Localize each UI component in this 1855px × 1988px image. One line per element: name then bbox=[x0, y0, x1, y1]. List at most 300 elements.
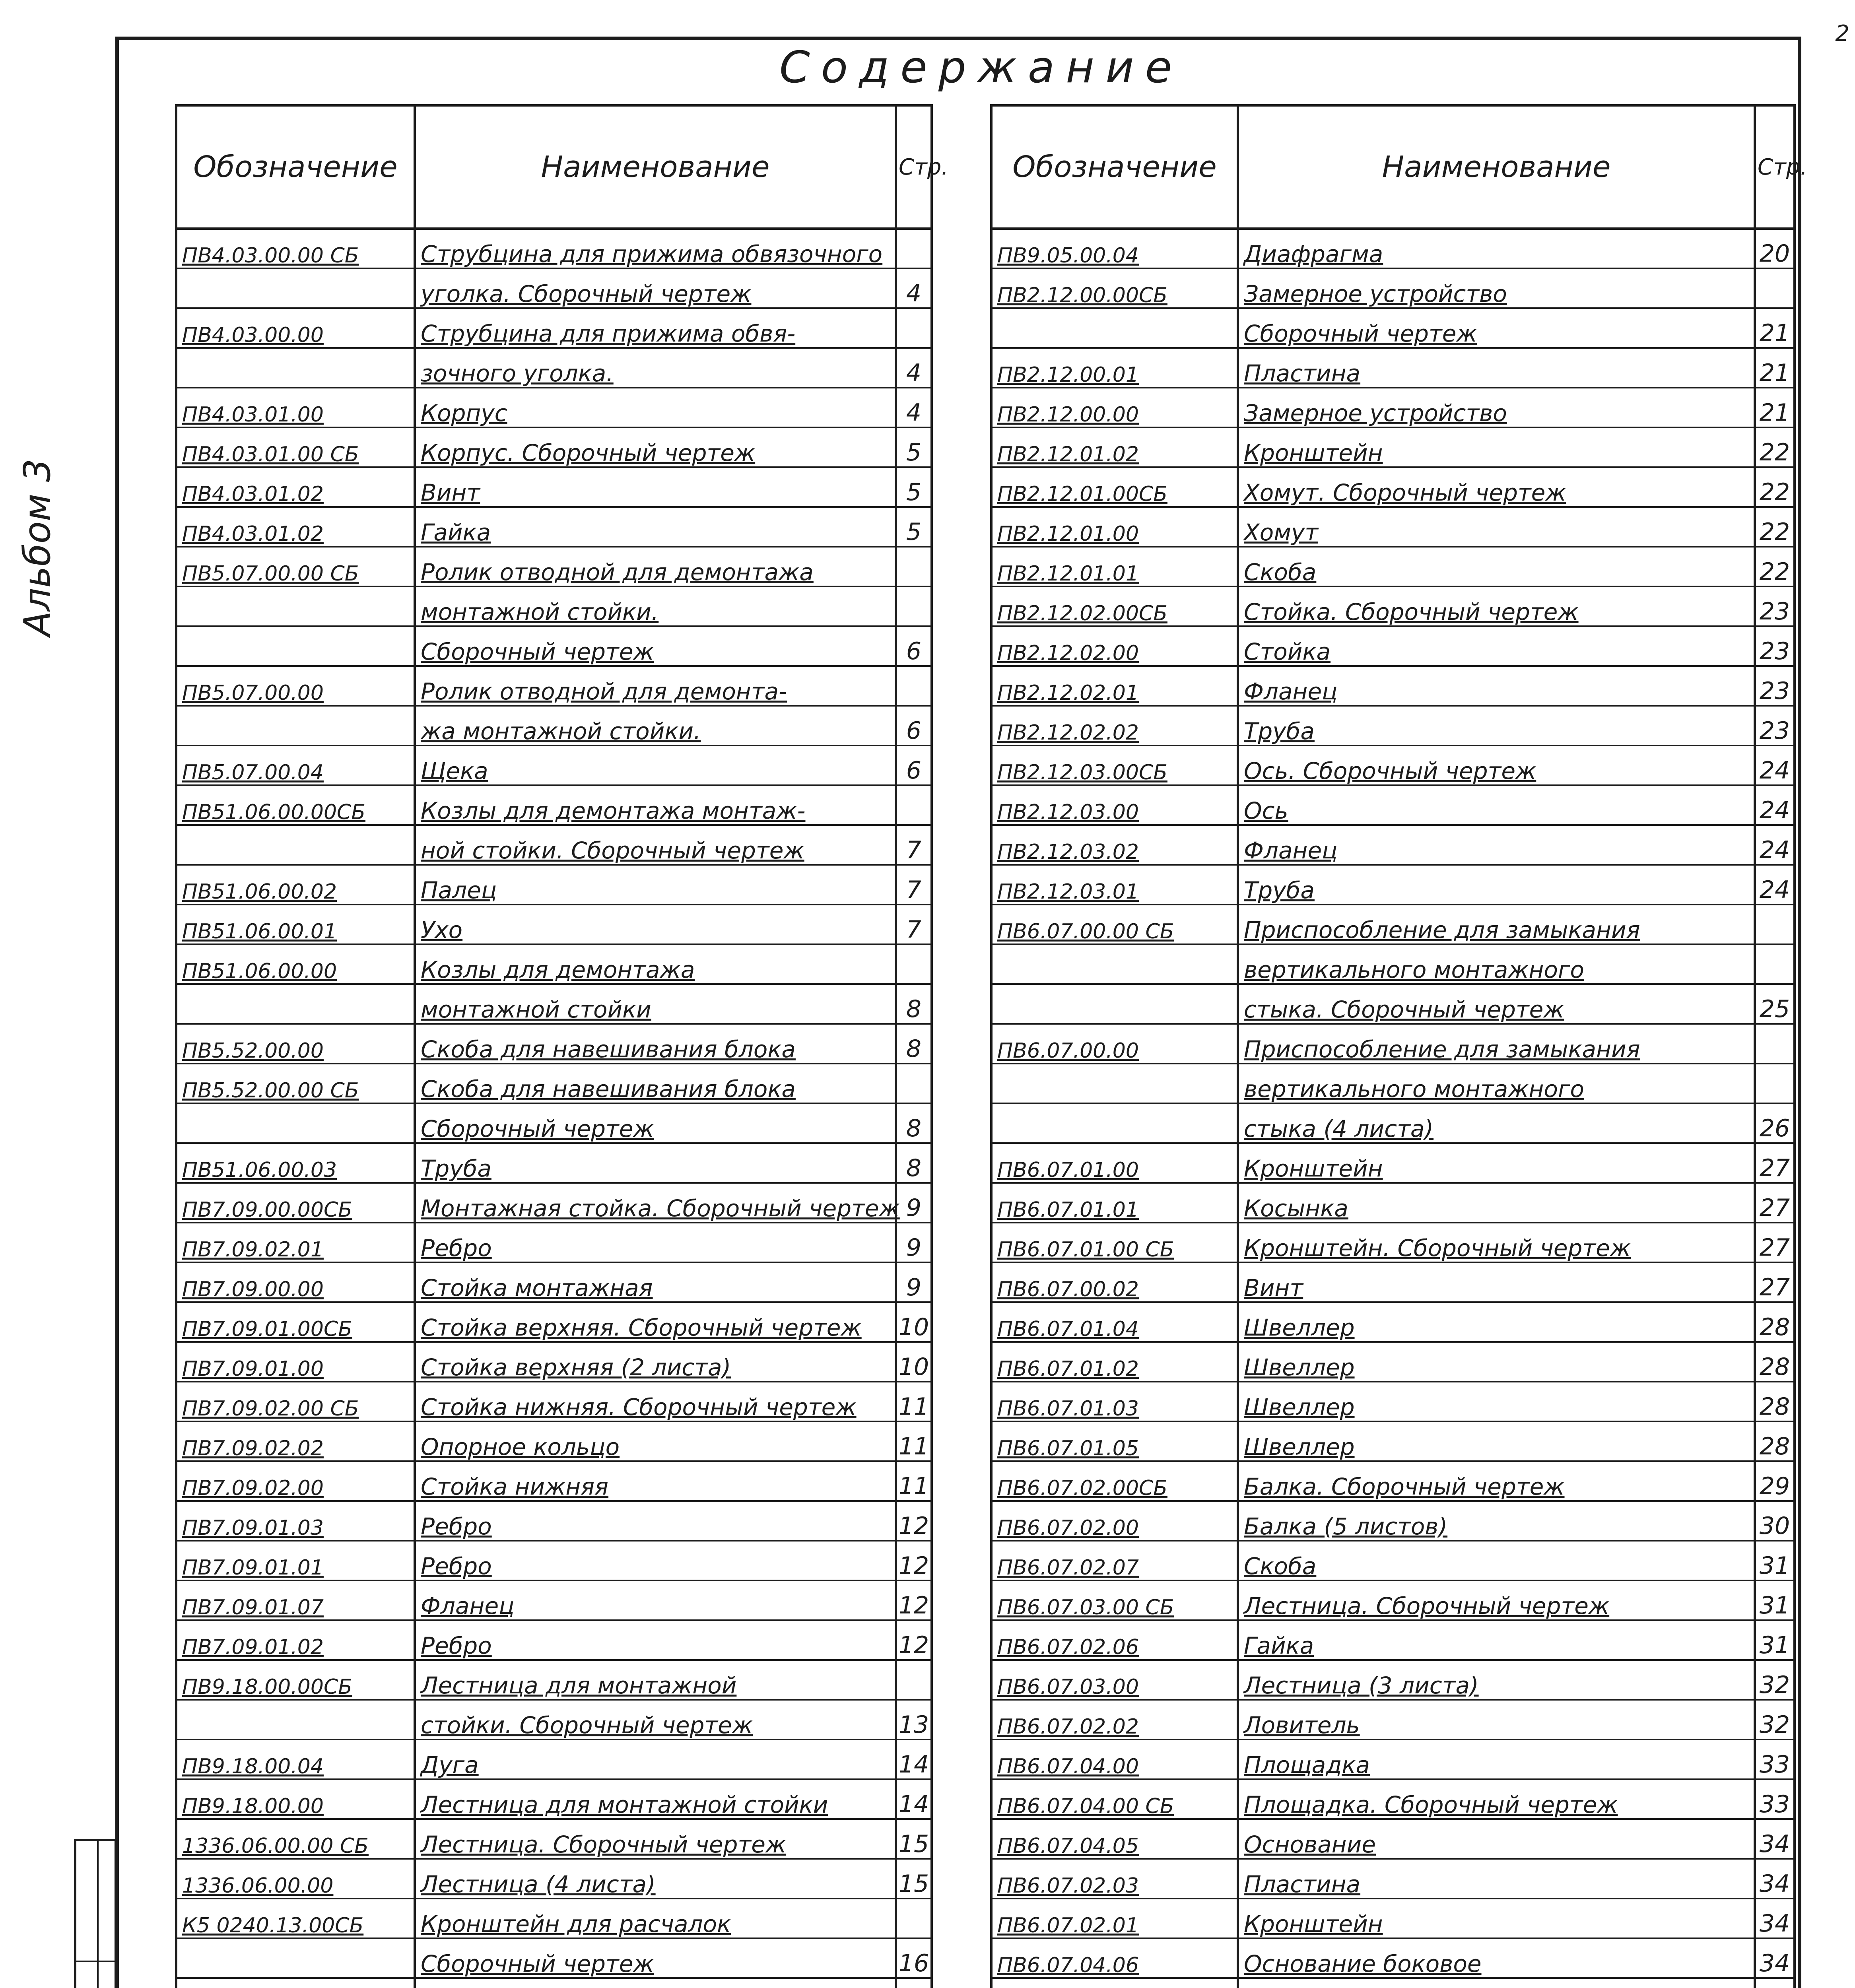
name-cell: Ось bbox=[1238, 785, 1755, 825]
header-page: Стр. bbox=[1755, 105, 1795, 229]
table-row bbox=[991, 1143, 1795, 1183]
page-cell: 21 bbox=[1755, 348, 1795, 388]
code-cell bbox=[176, 706, 415, 746]
page-cell bbox=[1755, 268, 1795, 308]
page-cell: 13 bbox=[896, 1700, 932, 1740]
page-cell: 23 bbox=[1755, 706, 1795, 746]
name-cell: Сборочный чертеж bbox=[415, 1938, 896, 1978]
table-row bbox=[176, 1143, 932, 1183]
table-row bbox=[991, 1620, 1795, 1660]
page-cell bbox=[896, 229, 932, 268]
name-cell: Стойка нижняя bbox=[415, 1461, 896, 1501]
name-cell: стойки. Сборочный чертеж bbox=[415, 1700, 896, 1740]
code-cell: ПВ6.07.02.07 bbox=[991, 1541, 1238, 1580]
page-cell bbox=[896, 1660, 932, 1700]
code-cell: ПВ4.03.01.00 СБ bbox=[176, 427, 415, 467]
page-cell: 8 bbox=[896, 984, 932, 1024]
page-cell: 24 bbox=[1755, 865, 1795, 905]
page-cell: 22 bbox=[1755, 467, 1795, 507]
page-cell: 27 bbox=[1755, 1262, 1795, 1302]
name-cell: стыка. Сборочный чертеж bbox=[1238, 984, 1755, 1024]
page-cell: 24 bbox=[1755, 746, 1795, 785]
table-row bbox=[991, 825, 1795, 865]
code-cell: ПВ51.06.00.00 bbox=[176, 944, 415, 984]
name-cell: Кронштейн. Сборочный чертеж bbox=[1238, 1223, 1755, 1262]
page-cell bbox=[1755, 905, 1795, 944]
name-cell: Кронштейн для расчалок bbox=[415, 1899, 896, 1938]
header-page: Стр. bbox=[896, 105, 932, 229]
page-cell: 30 bbox=[1755, 1501, 1795, 1541]
table-row bbox=[991, 427, 1795, 467]
table-header bbox=[176, 105, 932, 229]
page-cell: 21 bbox=[1755, 308, 1795, 348]
code-cell: ПВ7.09.02.00 bbox=[176, 1461, 415, 1501]
page-cell bbox=[1755, 1024, 1795, 1064]
table-row bbox=[991, 586, 1795, 626]
code-cell: ПВ7.09.02.00 СБ bbox=[176, 1382, 415, 1421]
name-cell: Стойка нижняя. Сборочный чертеж bbox=[415, 1382, 896, 1421]
page-cell: 28 bbox=[1755, 1421, 1795, 1461]
table-row bbox=[991, 388, 1795, 427]
code-cell bbox=[176, 1938, 415, 1978]
code-cell: ПВ51.06.00.01 bbox=[176, 905, 415, 944]
table-row bbox=[991, 1183, 1795, 1223]
page-cell: 34 bbox=[1755, 1859, 1795, 1899]
album-label: Альбом 3 bbox=[16, 458, 58, 636]
name-cell: Пластина bbox=[1238, 348, 1755, 388]
code-cell: ПВ6.07.01.02 bbox=[991, 1342, 1238, 1382]
name-cell: Стойка bbox=[1238, 626, 1755, 666]
page-cell: 6 bbox=[896, 626, 932, 666]
code-cell: ПВ9.05.00.04 bbox=[991, 229, 1238, 268]
table-row bbox=[176, 785, 932, 825]
table-row bbox=[176, 1262, 932, 1302]
code-cell: ПВ2.12.03.01 bbox=[991, 865, 1238, 905]
page-cell: 15 bbox=[896, 1859, 932, 1899]
page-cell bbox=[1755, 1064, 1795, 1103]
table-row bbox=[176, 507, 932, 547]
name-cell: вертикального монтажного bbox=[1238, 944, 1755, 984]
table-row bbox=[991, 905, 1795, 944]
page-cell: 31 bbox=[1755, 1541, 1795, 1580]
table-row bbox=[991, 746, 1795, 785]
page-cell: 8 bbox=[896, 1103, 932, 1143]
name-cell: монтажной стойки. bbox=[415, 586, 896, 626]
name-cell: монтажной стойки bbox=[415, 984, 896, 1024]
code-cell: ПВ6.07.01.00 bbox=[991, 1143, 1238, 1183]
table-row bbox=[176, 1859, 932, 1899]
code-cell bbox=[991, 944, 1238, 984]
code-cell: ПВ4.03.00.00 bbox=[176, 308, 415, 348]
page-cell: 5 bbox=[896, 427, 932, 467]
name-cell: Фланец bbox=[1238, 666, 1755, 706]
table-header bbox=[991, 105, 1795, 229]
page-cell: 32 bbox=[1755, 1660, 1795, 1700]
table-row bbox=[991, 1859, 1795, 1899]
code-cell: ПВ7.09.01.00 bbox=[176, 1342, 415, 1382]
table-row bbox=[176, 1700, 932, 1740]
table-row bbox=[991, 1421, 1795, 1461]
name-cell: Палец bbox=[415, 865, 896, 905]
name-cell: Винт bbox=[415, 467, 896, 507]
table-row bbox=[991, 1779, 1795, 1819]
name-cell: Замерное устройство bbox=[1238, 268, 1755, 308]
code-cell: ПВ6.07.04.05 bbox=[991, 1819, 1238, 1859]
code-cell bbox=[176, 825, 415, 865]
table-row bbox=[176, 1580, 932, 1620]
name-cell: Сборочный чертеж bbox=[1238, 308, 1755, 348]
page-cell: 34 bbox=[1755, 1819, 1795, 1859]
page-cell: 28 bbox=[1755, 1302, 1795, 1342]
approval-stamp bbox=[74, 1839, 117, 1988]
table-row bbox=[991, 1541, 1795, 1580]
table-row bbox=[176, 1779, 932, 1819]
code-cell bbox=[991, 1978, 1238, 1988]
name-cell: Кронштейн bbox=[1238, 1899, 1755, 1938]
name-cell: Ребро bbox=[415, 1501, 896, 1541]
name-cell: Косынка bbox=[1238, 1183, 1755, 1223]
page-cell: 31 bbox=[1755, 1580, 1795, 1620]
page-cell bbox=[896, 1978, 932, 1988]
table-row bbox=[991, 268, 1795, 308]
name-cell: Опорное кольцо bbox=[415, 1421, 896, 1461]
table-row bbox=[176, 1183, 932, 1223]
name-cell: Приспособление для замыкания bbox=[1238, 1024, 1755, 1064]
page-cell: 23 bbox=[1755, 586, 1795, 626]
table-row bbox=[176, 388, 932, 427]
name-cell: Швеллер bbox=[1238, 1342, 1755, 1382]
name-cell: Ребро bbox=[415, 1620, 896, 1660]
page-cell: 12 bbox=[896, 1580, 932, 1620]
code-cell: ПВ5.07.00.00 bbox=[176, 666, 415, 706]
code-cell: ПВ9.18.00.00 bbox=[176, 1779, 415, 1819]
code-cell: ПВ2.12.03.00 bbox=[991, 785, 1238, 825]
page-cell bbox=[896, 1899, 932, 1938]
page-cell: 34 bbox=[1755, 1938, 1795, 1978]
page-cell: 12 bbox=[896, 1501, 932, 1541]
page-cell: 27 bbox=[1755, 1223, 1795, 1262]
page-cell: 7 bbox=[896, 905, 932, 944]
page-cell: 12 bbox=[896, 1620, 932, 1660]
code-cell: ПВ6.07.00.02 bbox=[991, 1262, 1238, 1302]
code-cell bbox=[176, 984, 415, 1024]
table-row bbox=[176, 1103, 932, 1143]
page-cell: 25 bbox=[1755, 984, 1795, 1024]
table-row bbox=[991, 1580, 1795, 1620]
code-cell bbox=[991, 984, 1238, 1024]
name-cell: Швеллер bbox=[1238, 1302, 1755, 1342]
code-cell: ПВ6.07.00.00 bbox=[991, 1024, 1238, 1064]
code-cell: ПВ5.52.00.00 bbox=[176, 1024, 415, 1064]
page-cell bbox=[896, 586, 932, 626]
page-cell: 29 bbox=[1755, 1461, 1795, 1501]
table-row bbox=[176, 746, 932, 785]
table-row bbox=[991, 626, 1795, 666]
code-cell: ПВ6.07.01.04 bbox=[991, 1302, 1238, 1342]
page-cell: 22 bbox=[1755, 507, 1795, 547]
code-cell: К5 0240.13.00СБ bbox=[176, 1899, 415, 1938]
name-cell: Лестница. Сборочный чертеж bbox=[415, 1819, 896, 1859]
header-name: Наименование bbox=[1238, 105, 1755, 229]
name-cell: Труба bbox=[1238, 865, 1755, 905]
name-cell: Корпус bbox=[415, 388, 896, 427]
page-cell: 9 bbox=[896, 1223, 932, 1262]
name-cell: Сборочный чертеж bbox=[415, 1103, 896, 1143]
table-row bbox=[991, 1938, 1795, 1978]
table-row bbox=[176, 467, 932, 507]
page-cell: 21 bbox=[1755, 388, 1795, 427]
name-cell: Гайка bbox=[1238, 1620, 1755, 1660]
table-row bbox=[991, 984, 1795, 1024]
name-cell: Ролик отводной для демонта- bbox=[415, 666, 896, 706]
page-cell bbox=[1755, 944, 1795, 984]
page-cell: 32 bbox=[1755, 1700, 1795, 1740]
table-row bbox=[991, 1064, 1795, 1103]
page-cell: 12 bbox=[896, 1541, 932, 1580]
code-cell: ПВ2.12.00.00 bbox=[991, 388, 1238, 427]
table-row bbox=[176, 1421, 932, 1461]
table-row bbox=[176, 1899, 932, 1938]
page-cell: 11 bbox=[896, 1382, 932, 1421]
code-cell: 1336.06.00.00 СБ bbox=[176, 1819, 415, 1859]
name-cell: Кронштейн bbox=[1238, 1143, 1755, 1183]
page-cell: 27 bbox=[1755, 1143, 1795, 1183]
table-row bbox=[991, 1740, 1795, 1779]
name-cell bbox=[415, 1978, 896, 1988]
name-cell: ной стойки. Сборочный чертеж bbox=[415, 825, 896, 865]
name-cell: Основание боковое bbox=[1238, 1938, 1755, 1978]
code-cell: ПВ4.03.01.02 bbox=[176, 467, 415, 507]
page-cell: 14 bbox=[896, 1779, 932, 1819]
name-cell: уголка. Сборочный чертеж bbox=[415, 268, 896, 308]
code-cell: ПВ6.07.02.02 bbox=[991, 1700, 1238, 1740]
table-row bbox=[991, 1819, 1795, 1859]
code-cell bbox=[176, 268, 415, 308]
page-cell: 23 bbox=[1755, 666, 1795, 706]
code-cell bbox=[991, 1064, 1238, 1103]
table-row bbox=[991, 1262, 1795, 1302]
header-name: Наименование bbox=[415, 105, 896, 229]
code-cell: ПВ6.07.02.06 bbox=[991, 1620, 1238, 1660]
page-cell: 28 bbox=[1755, 1382, 1795, 1421]
page-cell: 9 bbox=[896, 1262, 932, 1302]
table-row bbox=[176, 308, 932, 348]
name-cell: Труба bbox=[415, 1143, 896, 1183]
code-cell: ПВ7.09.02.02 bbox=[176, 1421, 415, 1461]
table-row bbox=[176, 1541, 932, 1580]
code-cell: ПВ6.07.02.01 bbox=[991, 1899, 1238, 1938]
name-cell: Фланец bbox=[415, 1580, 896, 1620]
page-cell bbox=[896, 666, 932, 706]
code-cell: ПВ7.09.01.03 bbox=[176, 1501, 415, 1541]
table-row bbox=[176, 1660, 932, 1700]
table-row bbox=[991, 944, 1795, 984]
table-row bbox=[176, 706, 932, 746]
code-cell: ПВ2.12.01.02 bbox=[991, 427, 1238, 467]
code-cell: ПВ4.03.01.02 bbox=[176, 507, 415, 547]
name-cell: зочного уголка. bbox=[415, 348, 896, 388]
code-cell: ПВ51.06.00.03 bbox=[176, 1143, 415, 1183]
page-cell: 4 bbox=[896, 268, 932, 308]
page-cell: 16 bbox=[896, 1938, 932, 1978]
table-row bbox=[176, 626, 932, 666]
name-cell: Швеллер bbox=[1238, 1382, 1755, 1421]
name-cell: Скоба для навешивания блока bbox=[415, 1024, 896, 1064]
table-row bbox=[991, 547, 1795, 586]
name-cell: жа монтажной стойки. bbox=[415, 706, 896, 746]
table-row bbox=[991, 229, 1795, 268]
name-cell: Скоба bbox=[1238, 1541, 1755, 1580]
page-cell: 27 bbox=[1755, 1183, 1795, 1223]
name-cell: Площадка. Сборочный чертеж bbox=[1238, 1779, 1755, 1819]
name-cell: Корпус. Сборочный чертеж bbox=[415, 427, 896, 467]
name-cell: Сборочный чертеж bbox=[415, 626, 896, 666]
table-row bbox=[176, 1024, 932, 1064]
page-cell bbox=[896, 944, 932, 984]
code-cell: ПВ2.12.02.00 bbox=[991, 626, 1238, 666]
page-cell: 6 bbox=[896, 706, 932, 746]
table-row bbox=[991, 1024, 1795, 1064]
code-cell: ПВ7.09.01.07 bbox=[176, 1580, 415, 1620]
table-row bbox=[176, 348, 932, 388]
table-row bbox=[176, 586, 932, 626]
page-cell: 5 bbox=[896, 467, 932, 507]
header-code: Обозначение bbox=[176, 105, 415, 229]
page-cell: 20 bbox=[1755, 229, 1795, 268]
code-cell: ПВ6.07.04.06 bbox=[991, 1938, 1238, 1978]
page-cell: 24 bbox=[1755, 825, 1795, 865]
table-row bbox=[991, 467, 1795, 507]
name-cell: Стойка монтажная bbox=[415, 1262, 896, 1302]
code-cell: ПВ5.52.00.00 СБ bbox=[176, 1064, 415, 1103]
table-row bbox=[991, 1382, 1795, 1421]
code-cell bbox=[176, 626, 415, 666]
name-cell: Дуга bbox=[415, 1740, 896, 1779]
code-cell: ПВ6.07.03.00 bbox=[991, 1660, 1238, 1700]
name-cell: Площадка bbox=[1238, 1740, 1755, 1779]
table-row bbox=[176, 1620, 932, 1660]
table-row bbox=[176, 1302, 932, 1342]
name-cell: Приспособление для замыкания bbox=[1238, 905, 1755, 944]
code-cell bbox=[176, 348, 415, 388]
code-cell: ПВ6.07.01.05 bbox=[991, 1421, 1238, 1461]
name-cell: Балка (5 листов) bbox=[1238, 1501, 1755, 1541]
name-cell: Ухо bbox=[415, 905, 896, 944]
page-title: Содержание bbox=[779, 42, 1183, 93]
code-cell: ПВ2.12.03.02 bbox=[991, 825, 1238, 865]
table-row bbox=[176, 1978, 932, 1988]
table-row bbox=[176, 547, 932, 586]
table-row bbox=[176, 984, 932, 1024]
table-row bbox=[991, 1461, 1795, 1501]
table-row bbox=[991, 1660, 1795, 1700]
table-row bbox=[176, 1461, 932, 1501]
table-row bbox=[991, 1302, 1795, 1342]
page-cell: 23 bbox=[1755, 626, 1795, 666]
code-cell: ПВ6.07.04.00 bbox=[991, 1740, 1238, 1779]
code-cell: ПВ2.12.03.00СБ bbox=[991, 746, 1238, 785]
table-row bbox=[176, 1223, 932, 1262]
page-cell: 24 bbox=[1755, 785, 1795, 825]
code-cell: ПВ6.07.00.00 СБ bbox=[991, 905, 1238, 944]
table-row bbox=[991, 348, 1795, 388]
name-cell: Струбцина для прижима обвя- bbox=[415, 308, 896, 348]
code-cell: ПВ4.03.01.00 bbox=[176, 388, 415, 427]
table-row bbox=[991, 1700, 1795, 1740]
code-cell: ПВ2.12.02.02 bbox=[991, 706, 1238, 746]
page-cell: 8 bbox=[896, 1143, 932, 1183]
name-cell: Стойка верхняя (2 листа) bbox=[415, 1342, 896, 1382]
code-cell: ПВ2.12.01.01 bbox=[991, 547, 1238, 586]
name-cell: Кронштейн bbox=[1238, 427, 1755, 467]
code-cell: ПВ7.09.01.00СБ bbox=[176, 1302, 415, 1342]
table-row bbox=[176, 1382, 932, 1421]
page-cell: 4 bbox=[896, 348, 932, 388]
table-row bbox=[991, 706, 1795, 746]
name-cell: Щека bbox=[415, 746, 896, 785]
name-cell: Пластина bbox=[1238, 1859, 1755, 1899]
name-cell: Струбцина для прижима обвязочного bbox=[415, 229, 896, 268]
name-cell: Диафрагма bbox=[1238, 229, 1755, 268]
code-cell: ПВ6.07.02.03 bbox=[991, 1859, 1238, 1899]
code-cell: ПВ7.09.01.01 bbox=[176, 1541, 415, 1580]
name-cell: Ребро bbox=[415, 1223, 896, 1262]
page-cell: 10 bbox=[896, 1342, 932, 1382]
name-cell: Стойка верхняя. Сборочный чертеж bbox=[415, 1302, 896, 1342]
table-row bbox=[176, 944, 932, 984]
code-cell: ПВ7.09.01.02 bbox=[176, 1620, 415, 1660]
name-cell: Фланец bbox=[1238, 825, 1755, 865]
name-cell: Лестница (3 листа) bbox=[1238, 1660, 1755, 1700]
header-code: Обозначение bbox=[991, 105, 1238, 229]
page-number: 2 bbox=[1835, 21, 1849, 47]
page-cell bbox=[896, 547, 932, 586]
code-cell: ПВ6.07.02.00 bbox=[991, 1501, 1238, 1541]
code-cell: ПВ7.09.00.00 bbox=[176, 1262, 415, 1302]
table-row bbox=[991, 1501, 1795, 1541]
page-cell: 22 bbox=[1755, 427, 1795, 467]
name-cell: Ловитель bbox=[1238, 1700, 1755, 1740]
code-cell bbox=[991, 308, 1238, 348]
name-cell: Козлы для демонтажа монтаж- bbox=[415, 785, 896, 825]
table-row bbox=[176, 229, 932, 268]
name-cell: Лестница. Сборочный чертеж bbox=[1238, 1580, 1755, 1620]
page-cell: 33 bbox=[1755, 1740, 1795, 1779]
table-row bbox=[176, 427, 932, 467]
name-cell: Винт bbox=[1238, 1262, 1755, 1302]
name-cell: вертикального монтажного bbox=[1238, 1064, 1755, 1103]
table-row bbox=[176, 1064, 932, 1103]
code-cell: ПВ6.07.01.00 СБ bbox=[991, 1223, 1238, 1262]
code-cell: ПВ51.06.00.02 bbox=[176, 865, 415, 905]
code-cell: ПВ6.07.03.00 СБ bbox=[991, 1580, 1238, 1620]
name-cell: Ребро bbox=[415, 1541, 896, 1580]
page-cell: 33 bbox=[1755, 1779, 1795, 1819]
page-cell: 8 bbox=[896, 1024, 932, 1064]
code-cell: ПВ4.03.00.00 СБ bbox=[176, 229, 415, 268]
name-cell: Стойка. Сборочный чертеж bbox=[1238, 586, 1755, 626]
code-cell: ПВ9.18.00.00СБ bbox=[176, 1660, 415, 1700]
table-row bbox=[176, 1740, 932, 1779]
table-row bbox=[991, 865, 1795, 905]
code-cell bbox=[176, 1700, 415, 1740]
table-row bbox=[991, 785, 1795, 825]
code-cell: ПВ6.07.01.01 bbox=[991, 1183, 1238, 1223]
table-row bbox=[991, 1223, 1795, 1262]
code-cell: ПВ5.07.00.00 СБ bbox=[176, 547, 415, 586]
contents-table-right bbox=[990, 104, 1808, 1988]
table-row bbox=[991, 308, 1795, 348]
